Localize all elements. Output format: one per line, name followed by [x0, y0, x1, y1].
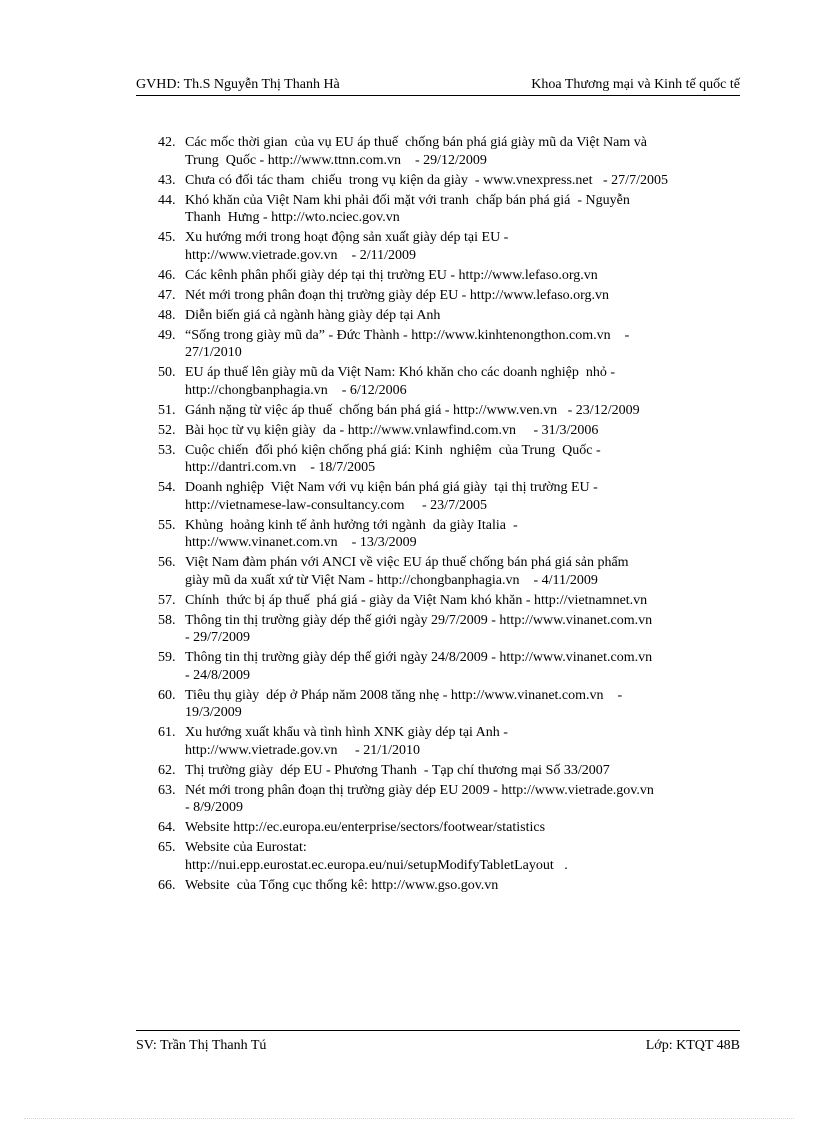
reference-line: Tiêu thụ giày dép ở Pháp năm 2008 tăng nhẹ - http://www.vinanet.com.vn -	[185, 687, 623, 703]
reference-number: 56.	[158, 555, 176, 570]
reference-text	[185, 287, 740, 305]
reference-item	[158, 307, 740, 325]
reference-line: EU áp thuế lên giày mũ da Việt Nam: Khó khăn cho các doanh nghiệp nhỏ -	[185, 365, 616, 380]
reference-line: http://dantri.com.vn - 18/7/2005	[185, 460, 376, 475]
reference-line: http://vietnamese-law-consultancy.com - 23/7/2005	[185, 497, 487, 513]
reference-line: http://nui.epp.eurostat.ec.europa.eu/nui/setupModifyTabletLayout .	[185, 857, 568, 873]
header-faculty: Khoa Thương mại và Kinh tế quốc tế	[531, 77, 740, 92]
reference-item	[158, 422, 740, 440]
reference-line: Website của Tổng cục thống kê: http://www.gso.gov.vn	[185, 877, 499, 893]
reference-text	[185, 267, 740, 285]
reference-number: 44.	[158, 192, 176, 208]
reference-line: Gánh nặng từ việc áp thuế chống bán phá giá - http://www.ven.vn - 23/12/2009	[185, 402, 640, 418]
reference-line: Chính thức bị áp thuế phá giá - giày da Việt Nam khó khăn - http://vietnamnet.vn	[185, 592, 648, 608]
reference-item	[158, 327, 740, 362]
reference-item	[158, 687, 740, 722]
reference-item	[158, 554, 740, 589]
reference-item	[158, 649, 740, 684]
reference-number: 46.	[158, 267, 176, 283]
reference-text	[185, 762, 740, 780]
page-edge-divider	[24, 1118, 794, 1119]
reference-item	[158, 612, 740, 647]
reference-item	[158, 229, 740, 264]
reference-text	[185, 554, 740, 589]
reference-line: Nét mới trong phân đoạn thị trường giày dép EU - http://www.lefaso.org.vn	[185, 287, 610, 303]
reference-number: 66.	[158, 877, 176, 893]
reference-line: - 29/7/2009	[185, 630, 250, 645]
reference-line: Website của Eurostat:	[185, 840, 307, 855]
reference-line: Thông tin thị trường giày dép thế giới ngày 29/7/2009 - http://www.vinanet.com.vn	[185, 612, 653, 628]
reference-line: Nét mới trong phân đoạn thị trường giày dép EU 2009 - http://www.vietrade.gov.vn	[185, 782, 654, 798]
reference-line: 27/1/2010	[185, 345, 242, 360]
reference-text	[185, 877, 740, 895]
reference-number: 54.	[158, 480, 176, 495]
reference-number: 62.	[158, 762, 176, 778]
reference-line: http://www.vietrade.gov.vn - 2/11/2009	[185, 247, 416, 263]
reference-text	[185, 479, 740, 514]
reference-number: 43.	[158, 172, 176, 188]
page-header	[136, 75, 740, 96]
reference-item	[158, 592, 740, 610]
reference-text	[185, 819, 740, 837]
reference-text	[185, 687, 740, 722]
reference-number: 48.	[158, 307, 176, 323]
reference-text	[185, 364, 740, 399]
reference-number: 45.	[158, 230, 176, 245]
reference-item	[158, 479, 740, 514]
reference-text	[185, 422, 740, 440]
reference-line: Chưa có đối tác tham chiếu trong vụ kiện da giày - www.vnexpress.net - 27/7/2005	[185, 172, 668, 188]
header-instructor: GVHD: Th.S Nguyễn Thị Thanh Hà	[136, 77, 340, 92]
reference-text	[185, 649, 740, 684]
reference-item	[158, 172, 740, 190]
reference-text	[185, 229, 740, 264]
reference-text	[185, 327, 740, 362]
reference-item	[158, 724, 740, 759]
page-footer	[136, 1030, 740, 1053]
reference-line: http://www.vietrade.gov.vn - 21/1/2010	[185, 742, 420, 758]
reference-number: 63.	[158, 782, 176, 798]
reference-number: 51.	[158, 402, 176, 418]
reference-item	[158, 442, 740, 477]
reference-line: Bài học từ vụ kiện giày da - http://www.vnlawfind.com.vn - 31/3/2006	[185, 422, 599, 438]
reference-line: Xu hướng mới trong hoạt động sản xuất giày dép tại EU -	[185, 230, 509, 245]
reference-item	[158, 782, 740, 817]
reference-item	[158, 762, 740, 780]
reference-line: “Sống trong giày mũ da” - Đức Thành - http://www.kinhtenongthon.com.vn -	[185, 327, 630, 343]
footer-class: Lớp: KTQT 48B	[645, 1038, 740, 1053]
reference-item	[158, 267, 740, 285]
reference-number: 59.	[158, 650, 176, 665]
reference-line: http://www.vinanet.com.vn - 13/3/2009	[185, 535, 417, 550]
reference-item	[158, 402, 740, 420]
reference-line: giày mũ da xuất xứ từ Việt Nam - http://chongbanphagia.vn - 4/11/2009	[185, 572, 598, 588]
reference-item	[158, 819, 740, 837]
reference-number: 47.	[158, 287, 176, 303]
reference-line: Doanh nghiệp Việt Nam với vụ kiện bán phá giá giày tại thị trường EU -	[185, 480, 598, 495]
reference-line: Website http://ec.europa.eu/enterprise/sectors/footwear/statistics	[185, 820, 546, 835]
reference-text	[185, 592, 740, 610]
reference-number: 57.	[158, 592, 176, 608]
reference-line: - 24/8/2009	[185, 667, 250, 683]
reference-line: Trung Quốc - http://www.ttnn.com.vn - 29/12/2009	[185, 152, 487, 168]
reference-line: Việt Nam đàm phán với ANCI về việc EU áp thuế chống bán phá giá sản phẩm	[185, 555, 629, 570]
reference-text	[185, 782, 740, 817]
reference-line: Thông tin thị trường giày dép thế giới ngày 24/8/2009 - http://www.vinanet.com.vn	[185, 650, 653, 665]
reference-line: Các mốc thời gian của vụ EU áp thuế chống bán phá giá giày mũ da Việt Nam và	[185, 135, 647, 150]
reference-line: Cuộc chiến đối phó kiện chống phá giá: Kinh nghiệm của Trung Quốc -	[185, 442, 601, 458]
reference-list	[158, 134, 740, 897]
reference-number: 65.	[158, 840, 176, 855]
reference-number: 64.	[158, 820, 176, 835]
reference-line: Khủng hoảng kinh tế ảnh hưởng tới ngành da giày Italia -	[185, 517, 518, 533]
reference-number: 58.	[158, 612, 176, 628]
reference-number: 60.	[158, 687, 176, 703]
reference-line: Xu hướng xuất khẩu và tình hình XNK giày dép tại Anh -	[185, 725, 508, 740]
reference-text	[185, 839, 740, 874]
reference-line: - 8/9/2009	[185, 800, 243, 815]
reference-line: Các kênh phân phối giày dép tại thị trường EU - http://www.lefaso.org.vn	[185, 267, 598, 283]
reference-line: Khó khăn của Việt Nam khi phải đối mặt với tranh chấp bán phá giá - Nguyễn	[185, 192, 630, 208]
reference-number: 52.	[158, 422, 176, 438]
reference-item	[158, 287, 740, 305]
reference-item	[158, 364, 740, 399]
reference-line: Diễn biến giá cả ngành hàng giày dép tại Anh	[185, 307, 441, 323]
reference-text	[185, 402, 740, 420]
reference-line: Thanh Hưng - http://wto.nciec.gov.vn	[185, 210, 400, 225]
reference-number: 49.	[158, 327, 176, 343]
reference-text	[185, 172, 740, 190]
reference-number: 42.	[158, 135, 176, 150]
reference-item	[158, 134, 740, 169]
reference-item	[158, 192, 740, 227]
footer-student: SV: Trần Thị Thanh Tú	[136, 1038, 267, 1053]
reference-number: 61.	[158, 725, 176, 740]
reference-item	[158, 517, 740, 552]
reference-text	[185, 134, 740, 169]
reference-text	[185, 724, 740, 759]
reference-text	[185, 612, 740, 647]
reference-item	[158, 839, 740, 874]
reference-number: 55.	[158, 517, 176, 533]
reference-number: 53.	[158, 442, 176, 458]
reference-text	[185, 442, 740, 477]
reference-item	[158, 877, 740, 895]
reference-text	[185, 517, 740, 552]
reference-text	[185, 192, 740, 227]
reference-number: 50.	[158, 365, 176, 380]
reference-text	[185, 307, 740, 325]
reference-line: 19/3/2009	[185, 705, 242, 720]
reference-line: http://chongbanphagia.vn - 6/12/2006	[185, 382, 407, 398]
reference-line: Thị trường giày dép EU - Phương Thanh - Tạp chí thương mại Số 33/2007	[185, 762, 610, 778]
